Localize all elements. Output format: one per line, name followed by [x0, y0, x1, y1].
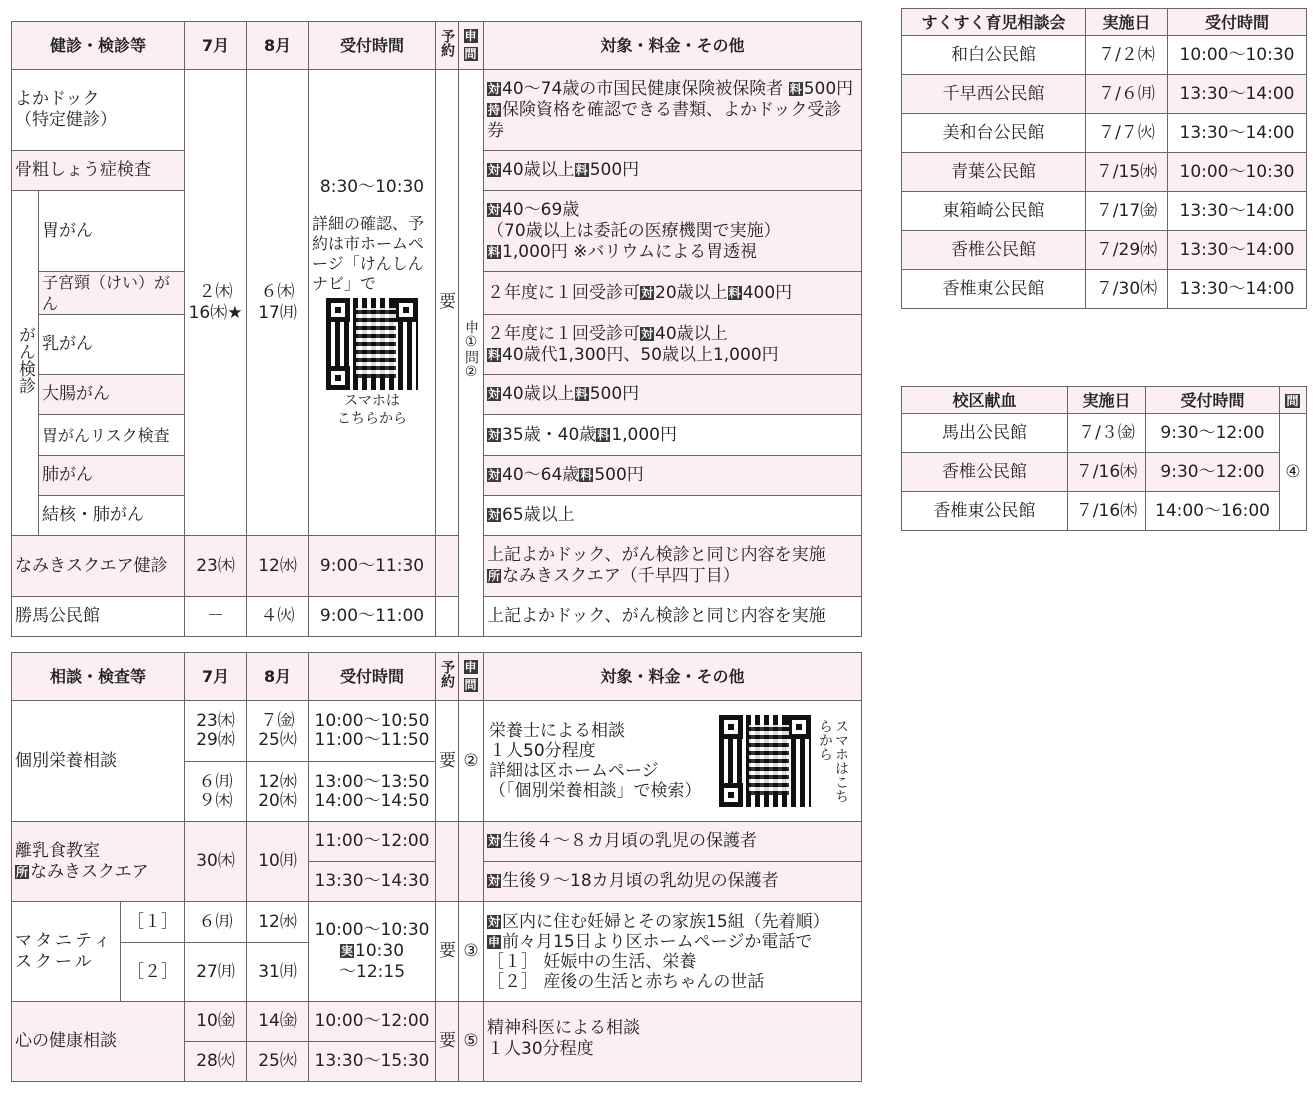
bring-label: 持: [488, 102, 501, 117]
sukusuku-date: ７/30㈭: [1086, 270, 1168, 309]
sukusuku-time: 10:00～10:30: [1168, 153, 1307, 192]
row-eiyou-july-1: 23㈭ 29㈬: [185, 701, 247, 762]
row-rinyu-time-2: 13:30～14:30: [309, 862, 436, 902]
sukusuku-venue: 和白公民館: [902, 36, 1086, 75]
row-kokoro-july-2: 28㈫: [185, 1042, 247, 1082]
sukusuku-time: 13:30～14:00: [1168, 114, 1307, 153]
sukusuku-date: ７/15㈬: [1086, 153, 1168, 192]
header-category: 健診・検診等: [12, 22, 185, 70]
row-daicho-detail: 対 40歳以上料 500円: [484, 375, 862, 415]
kenketsu-time: 9:30～12:00: [1146, 453, 1280, 492]
kenketsu-time: 14:00～16:00: [1146, 492, 1280, 531]
kenketsu-venue: 香椎東公民館: [902, 492, 1068, 531]
row-kokoro-detail: 精神科医による相談 １人30分程度: [484, 1002, 862, 1082]
sukusuku-venue: 青葉公民館: [902, 153, 1086, 192]
row-katsuma-detail: 上記よかドック、がん検診と同じ内容を実施: [484, 597, 862, 637]
table-row: [902, 231, 1307, 270]
kenketsu-header-date: 実施日: [1068, 387, 1146, 414]
row-kotsu-detail: 対 40歳以上料 500円: [484, 151, 862, 191]
sukusuku-time: 13:30～14:00: [1168, 192, 1307, 231]
row-rinyu-time-1: 11:00～12:00: [309, 822, 436, 862]
soudan-header-details: 対象・料金・その他: [484, 653, 862, 701]
row-eiyou-reservation: 要: [436, 701, 459, 822]
row-shikyu-name: 子宮頸（けい）がん: [39, 272, 185, 315]
header-reservation: 予約: [436, 22, 459, 70]
table-row: [902, 414, 1307, 453]
row-kokoro-time-1: 10:00～12:00: [309, 1002, 436, 1042]
row-rinyu-august: 10㈪: [247, 822, 309, 902]
kenketsu-date: ７/16㈭: [1068, 453, 1146, 492]
kenketsu-rows: [902, 414, 1307, 531]
sukusuku-time: 13:30～14:00: [1168, 231, 1307, 270]
row-kokoro-inquiry: ⑤: [459, 1002, 484, 1082]
row-hai-detail: 対 40～64歳料 500円: [484, 456, 862, 496]
row-namiki-august: 12㈬: [247, 536, 309, 597]
row-eiyou-detail: 栄養士による相談 １人50分程度 詳細は区ホームページ （「個別栄養相談」で検索） スマホはこちらから: [484, 701, 862, 822]
row-eiyou-july-2: ６㈪ ９㈭: [185, 762, 247, 822]
time-main: 8:30～10:30: [319, 177, 425, 197]
kenketsu-inquiry: ④: [1280, 414, 1307, 531]
row-maternity-july-1: ６㈪: [185, 902, 247, 943]
row-kokoro-august-2: 25㈫: [247, 1042, 309, 1082]
table-row: [902, 75, 1307, 114]
header-august: 8月: [247, 22, 309, 70]
row-irisk-name: 胃がんリスク検査: [39, 415, 185, 456]
header-july: 7月: [185, 22, 247, 70]
row-kekkaku-detail: 対 65歳以上: [484, 496, 862, 536]
row-kokoro-name: 心の健康相談: [12, 1002, 185, 1082]
reservation-required: 要: [436, 70, 459, 536]
row-namiki-july: 23㈭: [185, 536, 247, 597]
row-daicho-name: 大腸がん: [39, 375, 185, 415]
sukusuku-venue: 香椎東公民館: [902, 270, 1086, 309]
qr-code-icon-eiyou[interactable]: [719, 715, 811, 807]
soudan-header-category: 相談・検査等: [12, 653, 185, 701]
row-i-detail: 対 40～69歳 （70歳以上は委託の医療機関で実施） 料 1,000円 ※バリウムによる胃透視: [484, 191, 862, 272]
kenketsu-date: ７/16㈭: [1068, 492, 1146, 531]
row-kokoro-august-1: 14㈮: [247, 1002, 309, 1042]
table-row: [902, 36, 1307, 75]
row-namiki-reservation: [436, 536, 459, 597]
table-row: [902, 114, 1307, 153]
sukusuku-venue: 千早西公民館: [902, 75, 1086, 114]
row-nyu-name: 乳がん: [39, 315, 185, 375]
row-eiyou-time-2: 13:00～13:50 14:00～14:50: [309, 762, 436, 822]
row-rinyu-reservation: [436, 822, 459, 902]
gan-kenshin-group: がん検診: [12, 191, 39, 536]
qr-caption-eiyou: スマホはこちらから: [817, 719, 850, 803]
fee-label: 料: [789, 81, 802, 96]
sukusuku-date: ７/17㈮: [1086, 192, 1168, 231]
sukusuku-header-date: 実施日: [1086, 9, 1168, 36]
table-row: [902, 492, 1307, 531]
kenketsu-table: [901, 386, 1307, 531]
row-maternity-time: 10:00～10:30 実 10:30 ～12:15: [309, 902, 436, 1002]
row-katsuma-reservation: [436, 597, 459, 637]
kenketsu-venue: 香椎公民館: [902, 453, 1068, 492]
sukusuku-date: ７/２㈭: [1086, 36, 1168, 75]
sukusuku-header-time: 受付時間: [1168, 9, 1307, 36]
time-note: 詳細の確認、予約は市ホームページ「けんしんナビ」で: [312, 214, 425, 293]
sukusuku-table: [901, 8, 1307, 309]
row-eiyou-time-1: 10:00～10:50 11:00～11:50: [309, 701, 436, 762]
kenketsu-header-time: 受付時間: [1146, 387, 1280, 414]
row-yoka-name: よかドック （特定健診）: [12, 70, 185, 151]
july-main-dates: ２㈭ 16㈭★: [185, 70, 247, 536]
soudan-header-august: 8月: [247, 653, 309, 701]
apply-inquiry-numbers: 申①問②: [459, 70, 484, 637]
sukusuku-time: 13:30～14:00: [1168, 75, 1307, 114]
row-maternity-july-2: 27㈪: [185, 943, 247, 1002]
table-row: [902, 453, 1307, 492]
row-irisk-detail: 対 35歳・40歳料 1,000円: [484, 415, 862, 456]
time-main-cell: [309, 70, 436, 536]
sukusuku-header-name: すくすく育児相談会: [902, 9, 1086, 36]
sukusuku-date: ７/６㈪: [1086, 75, 1168, 114]
row-maternity-session-2: ［２］: [121, 943, 185, 1002]
kenketsu-time: 9:30～12:00: [1146, 414, 1280, 453]
row-yoka-detail: 対 40～74歳の市国民健康保険被保険者 料 500円持 保険資格を確認できる書類、よかドック受診券: [484, 70, 862, 151]
row-maternity-august-1: 12㈬: [247, 902, 309, 943]
header-details: 対象・料金・その他: [484, 22, 862, 70]
soudan-table: [11, 652, 862, 1082]
row-eiyou-name: 個別栄養相談: [12, 701, 185, 822]
soudan-header-apply-inquiry: 申 問: [459, 653, 484, 701]
row-namiki-name: なみきスクエア健診: [12, 536, 185, 597]
kenketsu-venue: 馬出公民館: [902, 414, 1068, 453]
kenketsu-date: ７/３㈮: [1068, 414, 1146, 453]
row-kokoro-july-1: 10㈮: [185, 1002, 247, 1042]
row-shikyu-detail: ２年度に１回受診可対 20歳以上料 400円: [484, 272, 862, 315]
row-kotsu-name: 骨粗しょう症検査: [12, 151, 185, 191]
qr-code-icon[interactable]: [326, 298, 418, 390]
row-i-name: 胃がん: [39, 191, 185, 272]
sukusuku-date: ７/29㈬: [1086, 231, 1168, 270]
row-katsuma-august: ４㈫: [247, 597, 309, 637]
sukusuku-rows: [902, 36, 1307, 309]
row-hai-name: 肺がん: [39, 456, 185, 496]
row-namiki-detail: 上記よかドック、がん検診と同じ内容を実施 所 なみきスクエア（千早四丁目）: [484, 536, 862, 597]
row-kekkaku-name: 結核・肺がん: [39, 496, 185, 536]
row-namiki-time: 9:00～11:30: [309, 536, 436, 597]
sukusuku-venue: 美和台公民館: [902, 114, 1086, 153]
row-maternity-session-1: ［１］: [121, 902, 185, 943]
row-kokoro-time-2: 13:30～15:30: [309, 1042, 436, 1082]
sukusuku-time: 10:00～10:30: [1168, 36, 1307, 75]
row-katsuma-july: －: [185, 597, 247, 637]
kenketsu-header-inquiry: 問: [1280, 387, 1307, 414]
header-time: 受付時間: [309, 22, 436, 70]
august-main-dates: ６㈭ 17㈪: [247, 70, 309, 536]
qr-caption: スマホは こちらから: [337, 393, 408, 427]
row-maternity-detail: 対 区内に住む妊婦とその家族15組（先着順） 申 前々月15日より区ホームページか電話で ［１］ 妊娠中の生活、栄養 ［２］ 産後の生活と赤ちゃんの世話: [484, 902, 862, 1002]
row-nyu-detail: ２年度に１回受診可対 40歳以上 料 40歳代1,300円、50歳以上1,000円: [484, 315, 862, 375]
row-maternity-name: マタニティスクール: [12, 902, 121, 1002]
sukusuku-venue: 香椎公民館: [902, 231, 1086, 270]
table-row: [902, 153, 1307, 192]
row-maternity-august-2: 31㈪: [247, 943, 309, 1002]
row-rinyu-july: 30㈭: [185, 822, 247, 902]
row-katsuma-time: 9:00～11:00: [309, 597, 436, 637]
soudan-header-july: 7月: [185, 653, 247, 701]
row-rinyu-name: 離乳食教室 所 なみきスクエア: [12, 822, 185, 902]
table-row: [902, 192, 1307, 231]
kenketsu-header-name: 校区献血: [902, 387, 1068, 414]
soudan-header-time: 受付時間: [309, 653, 436, 701]
sukusuku-time: 13:30～14:00: [1168, 270, 1307, 309]
row-maternity-inquiry: ③: [459, 902, 484, 1002]
row-eiyou-inquiry: ②: [459, 701, 484, 822]
soudan-header-reservation: 予約: [436, 653, 459, 701]
sukusuku-date: ７/７㈫: [1086, 114, 1168, 153]
target-label: 対: [488, 81, 501, 96]
table-row: [902, 270, 1307, 309]
row-rinyu-detail-2: 対 生後９～18カ月頃の乳幼児の保護者: [484, 862, 862, 902]
row-kokoro-reservation: 要: [436, 1002, 459, 1082]
sukusuku-venue: 東箱崎公民館: [902, 192, 1086, 231]
row-katsuma-name: 勝馬公民館: [12, 597, 185, 637]
kenshin-table: [11, 21, 862, 637]
row-eiyou-august-1: ７㈮ 25㈫: [247, 701, 309, 762]
row-eiyou-august-2: 12㈬ 20㈭: [247, 762, 309, 822]
header-apply-inquiry: 申 問: [459, 22, 484, 70]
row-maternity-reservation: 要: [436, 902, 459, 1002]
row-rinyu-inquiry: [459, 822, 484, 902]
row-rinyu-detail-1: 対 生後４～８カ月頃の乳児の保護者: [484, 822, 862, 862]
